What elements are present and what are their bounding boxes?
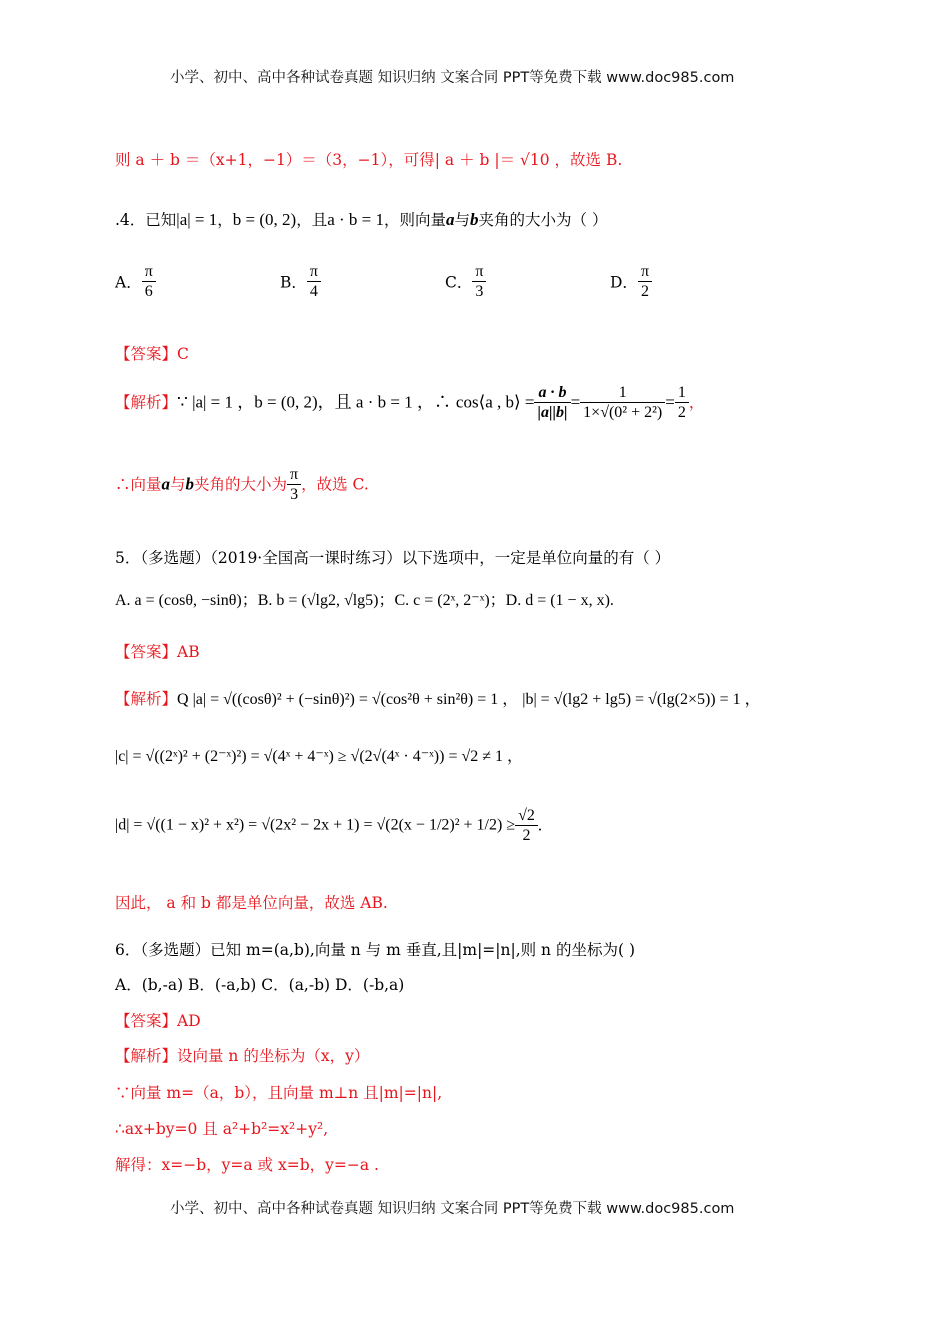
- q6-answer: 【答案】AD: [115, 1012, 201, 1030]
- page-header: 小学、初中、高中各种试卷真题 知识归纳 文案合同 PPT等免费下载 www.doc985.com: [170, 70, 735, 86]
- q4-option-a: A． $\frac{\pi}{6}$: [115, 262, 156, 301]
- q6-analysis-line4: 解得：x=−b，y=a 或 x=b，y=−a .: [115, 1156, 379, 1174]
- q5-conclusion: 因此， a 和 b 都是单位向量，故选 AB.: [115, 894, 388, 912]
- q4-vec-a: a: [446, 210, 455, 229]
- q5-analysis-line1: 【解析】Q |a| = √((cosθ)² + (−sinθ)²) = √(cos²θ + sin²θ) = 1 ， |b| = √(lg2 + lg5) = √(lg(2×5)) = 1 ，: [115, 690, 761, 708]
- q4-mid: ，且: [296, 211, 328, 229]
- q6-stem: 6．（多选题）已知 m=(a,b),向量 n 与 m 垂直,且|m|=|n|,则 n 的坐标为( ): [115, 941, 635, 959]
- q4-option-b: B． $\frac{\pi}{4}$: [280, 262, 321, 301]
- q5-options: A. a = (cosθ, −sinθ)；B. b = (√lg2, √lg5)；C. c = (2ˣ, 2⁻ˣ)；D. d = (1 − x, x).: [115, 592, 614, 609]
- q5-answer: 【答案】AB: [115, 643, 200, 661]
- q4-vec-b: b: [470, 210, 479, 229]
- q6-options: A．(b,-a) B．(-a,b) C．(a,-b) D．(-b,a): [115, 976, 405, 994]
- q4-cond-a: |a| = 1: [176, 210, 218, 229]
- q5-analysis-line2: |c| = √((2ˣ)² + (2⁻ˣ)²) = √(4ˣ + 4⁻ˣ) ≥ √(2√(4ˣ · 4⁻ˣ)) = √2 ≠ 1 ，: [115, 748, 524, 765]
- q6-analysis-line2: ∵向量 m=（a，b），且向量 m⊥n 且|m|=|n|,: [115, 1084, 443, 1102]
- q4-tail1: ，则向量: [384, 211, 447, 229]
- q4-and: 与: [454, 211, 471, 229]
- page-footer: 小学、初中、高中各种试卷真题 知识归纳 文案合同 PPT等免费下载 www.doc985.com: [170, 1201, 735, 1217]
- q5-analysis-line3: |d| = √((1 − x)² + x²) = √(2x² − 2x + 1) = √(2(x − 1/2)² + 1/2) ≥ $\frac{√2}{2}$ .: [115, 807, 543, 844]
- q4-cond-b: b = (0, 2): [232, 210, 297, 229]
- q4-conclusion: ∴向量a与b夹角的大小为 $\frac{\pi}{3}$ ，故选 C.: [115, 466, 369, 503]
- q4-option-c: C． $\frac{\pi}{3}$: [445, 262, 486, 301]
- q4-stem: .4．已知|a| = 1，b = (0, 2)，且a · b = 1，则向量a与b夹角的大小为（ ）: [115, 210, 608, 229]
- q4-cond-dot: a · b = 1: [327, 210, 384, 229]
- q4-tail2: 夹角的大小为（ ）: [478, 211, 608, 229]
- prev-solution-line: 则 a ＋ b ＝（x+1，−1）＝（3，−1），可得| a ＋ b |＝ √10 ，故选 B.: [115, 151, 623, 169]
- q5-stem: 5．（多选题）（2019·全国高一课时练习）以下选项中，一定是单位向量的有（ ）: [115, 549, 671, 567]
- q4-answer: 【答案】C: [115, 345, 189, 363]
- q6-analysis-line3: ∴ax+by=0 且 a²+b²=x²+y²,: [115, 1120, 329, 1138]
- q4-analysis: 【解析】∵ |a| = 1 ，b = (0, 2)，且 a · b = 1 ，∴ cos⟨a , b⟩ = $\frac{a \cdot b}{|a||b|}$ = $\frac{1}{\text{1×√(0² + 2²)}}$ = $\frac{1}{2}$ ，: [115, 384, 705, 421]
- q6-analysis-line1: 【解析】设向量 n 的坐标为（x，y）: [115, 1047, 370, 1065]
- q4-stem-prefix: .4．已知: [115, 211, 177, 229]
- q4-option-d: D． $\frac{\pi}{2}$: [610, 262, 652, 301]
